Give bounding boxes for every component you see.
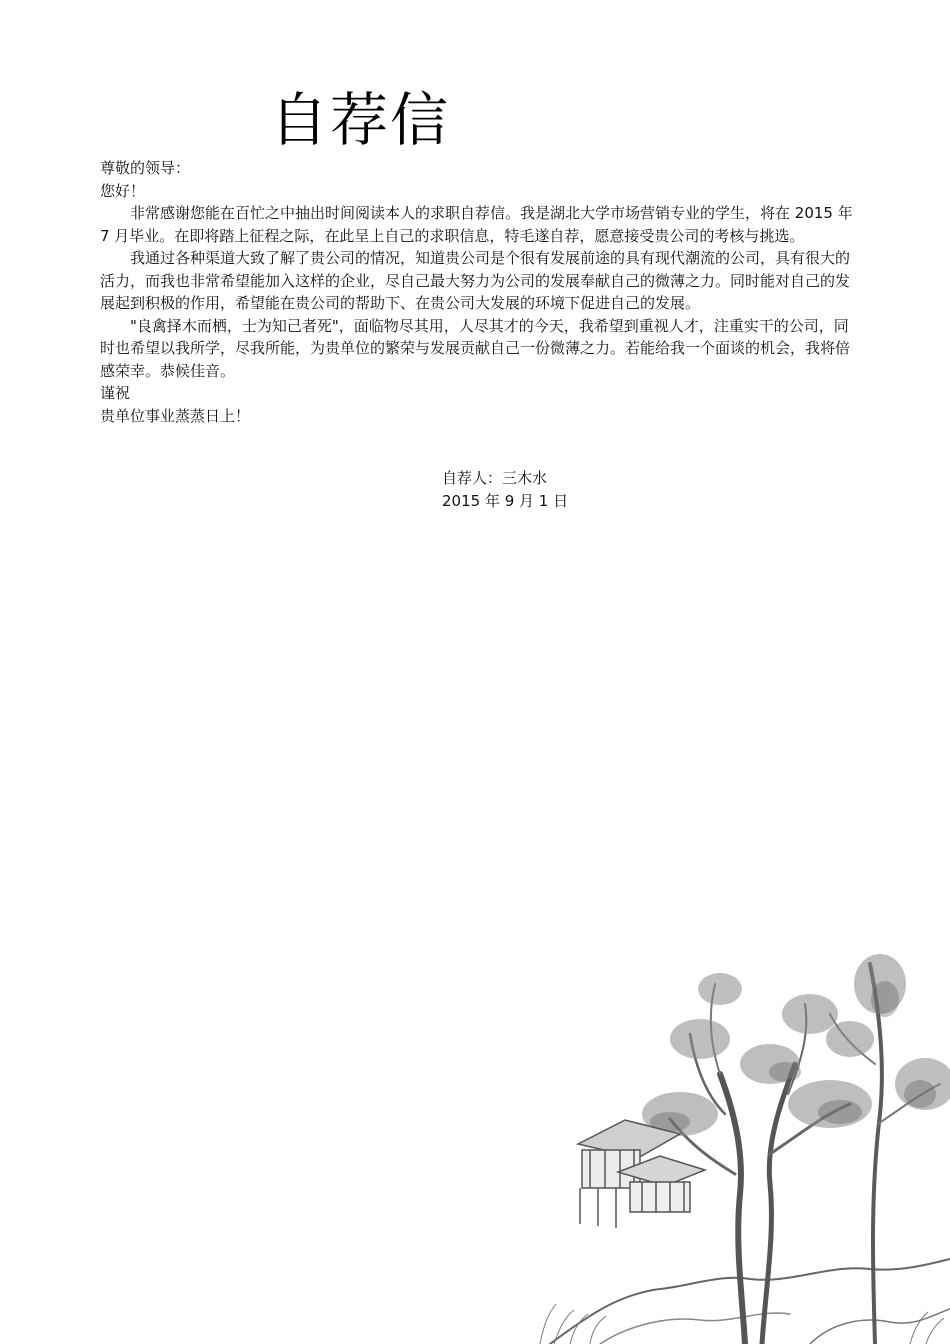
foliage [818, 1100, 862, 1124]
closing-line-1: 谨祝 [100, 384, 131, 402]
grass [590, 1316, 606, 1344]
foliage [698, 973, 742, 1005]
rock-outline [810, 1309, 950, 1344]
foliage [782, 994, 838, 1034]
foliage [769, 1062, 801, 1082]
ink-landscape-illustration [530, 944, 950, 1344]
foliage [904, 1080, 936, 1108]
signature-date: 2015 年 9 月 1 日 [442, 491, 569, 510]
foliage [670, 1019, 730, 1059]
closing-line-2: 贵单位事业蒸蒸日上！ [100, 406, 251, 425]
paragraph-1: 非常感谢您能在百忙之中抽出时间阅读本人的求职自荐信。我是湖北大学市场营销专业的学生，将在 2015 年 7 月毕业。在即将踏上征程之际，在此呈上自己的求职信息，特毛遂自荐，愿意接受贵公司的考核与挑选。 [100, 204, 853, 245]
paragraph-2: 我通过各种渠道大致了解了贵公司的情况，知道贵公司是个很有发展前途的具有现代潮流的公司，具有很大的活力，而我也非常希望能加入这样的企业，尽自己最大努力为公司的发展奉献自己的微薄之力。同时能对自己的发展起到积极的作用，希望能在贵公司的帮助下、在贵公司大发展的环境下促进自己的发展。 [100, 249, 851, 312]
letter-body [100, 157, 862, 427]
tree-trunk [870, 964, 882, 1344]
rock-outline [550, 1259, 950, 1344]
foliage [871, 981, 899, 1017]
foliage [826, 1021, 874, 1057]
grass [910, 1312, 928, 1344]
grass [926, 1318, 944, 1344]
signature-block [442, 467, 568, 512]
paragraph-3: "良禽择木而栖，士为知己者死"，面临物尽其用，人尽其才的今天，我希望到重视人才，注重实干的公司，同时也希望以我所学，尽我所能，为贵单位的繁荣与发展贡献自己一份微薄之力。若能给我一个面谈的机会，我将倍感荣幸。恭候佳音。 [100, 316, 851, 380]
signature: 自荐人：三木水 [442, 469, 548, 487]
document-title: 自荐信 [270, 86, 451, 154]
greeting: 您好！ [100, 181, 146, 200]
grass [540, 1304, 556, 1344]
salutation: 尊敬的领导： [100, 159, 191, 177]
